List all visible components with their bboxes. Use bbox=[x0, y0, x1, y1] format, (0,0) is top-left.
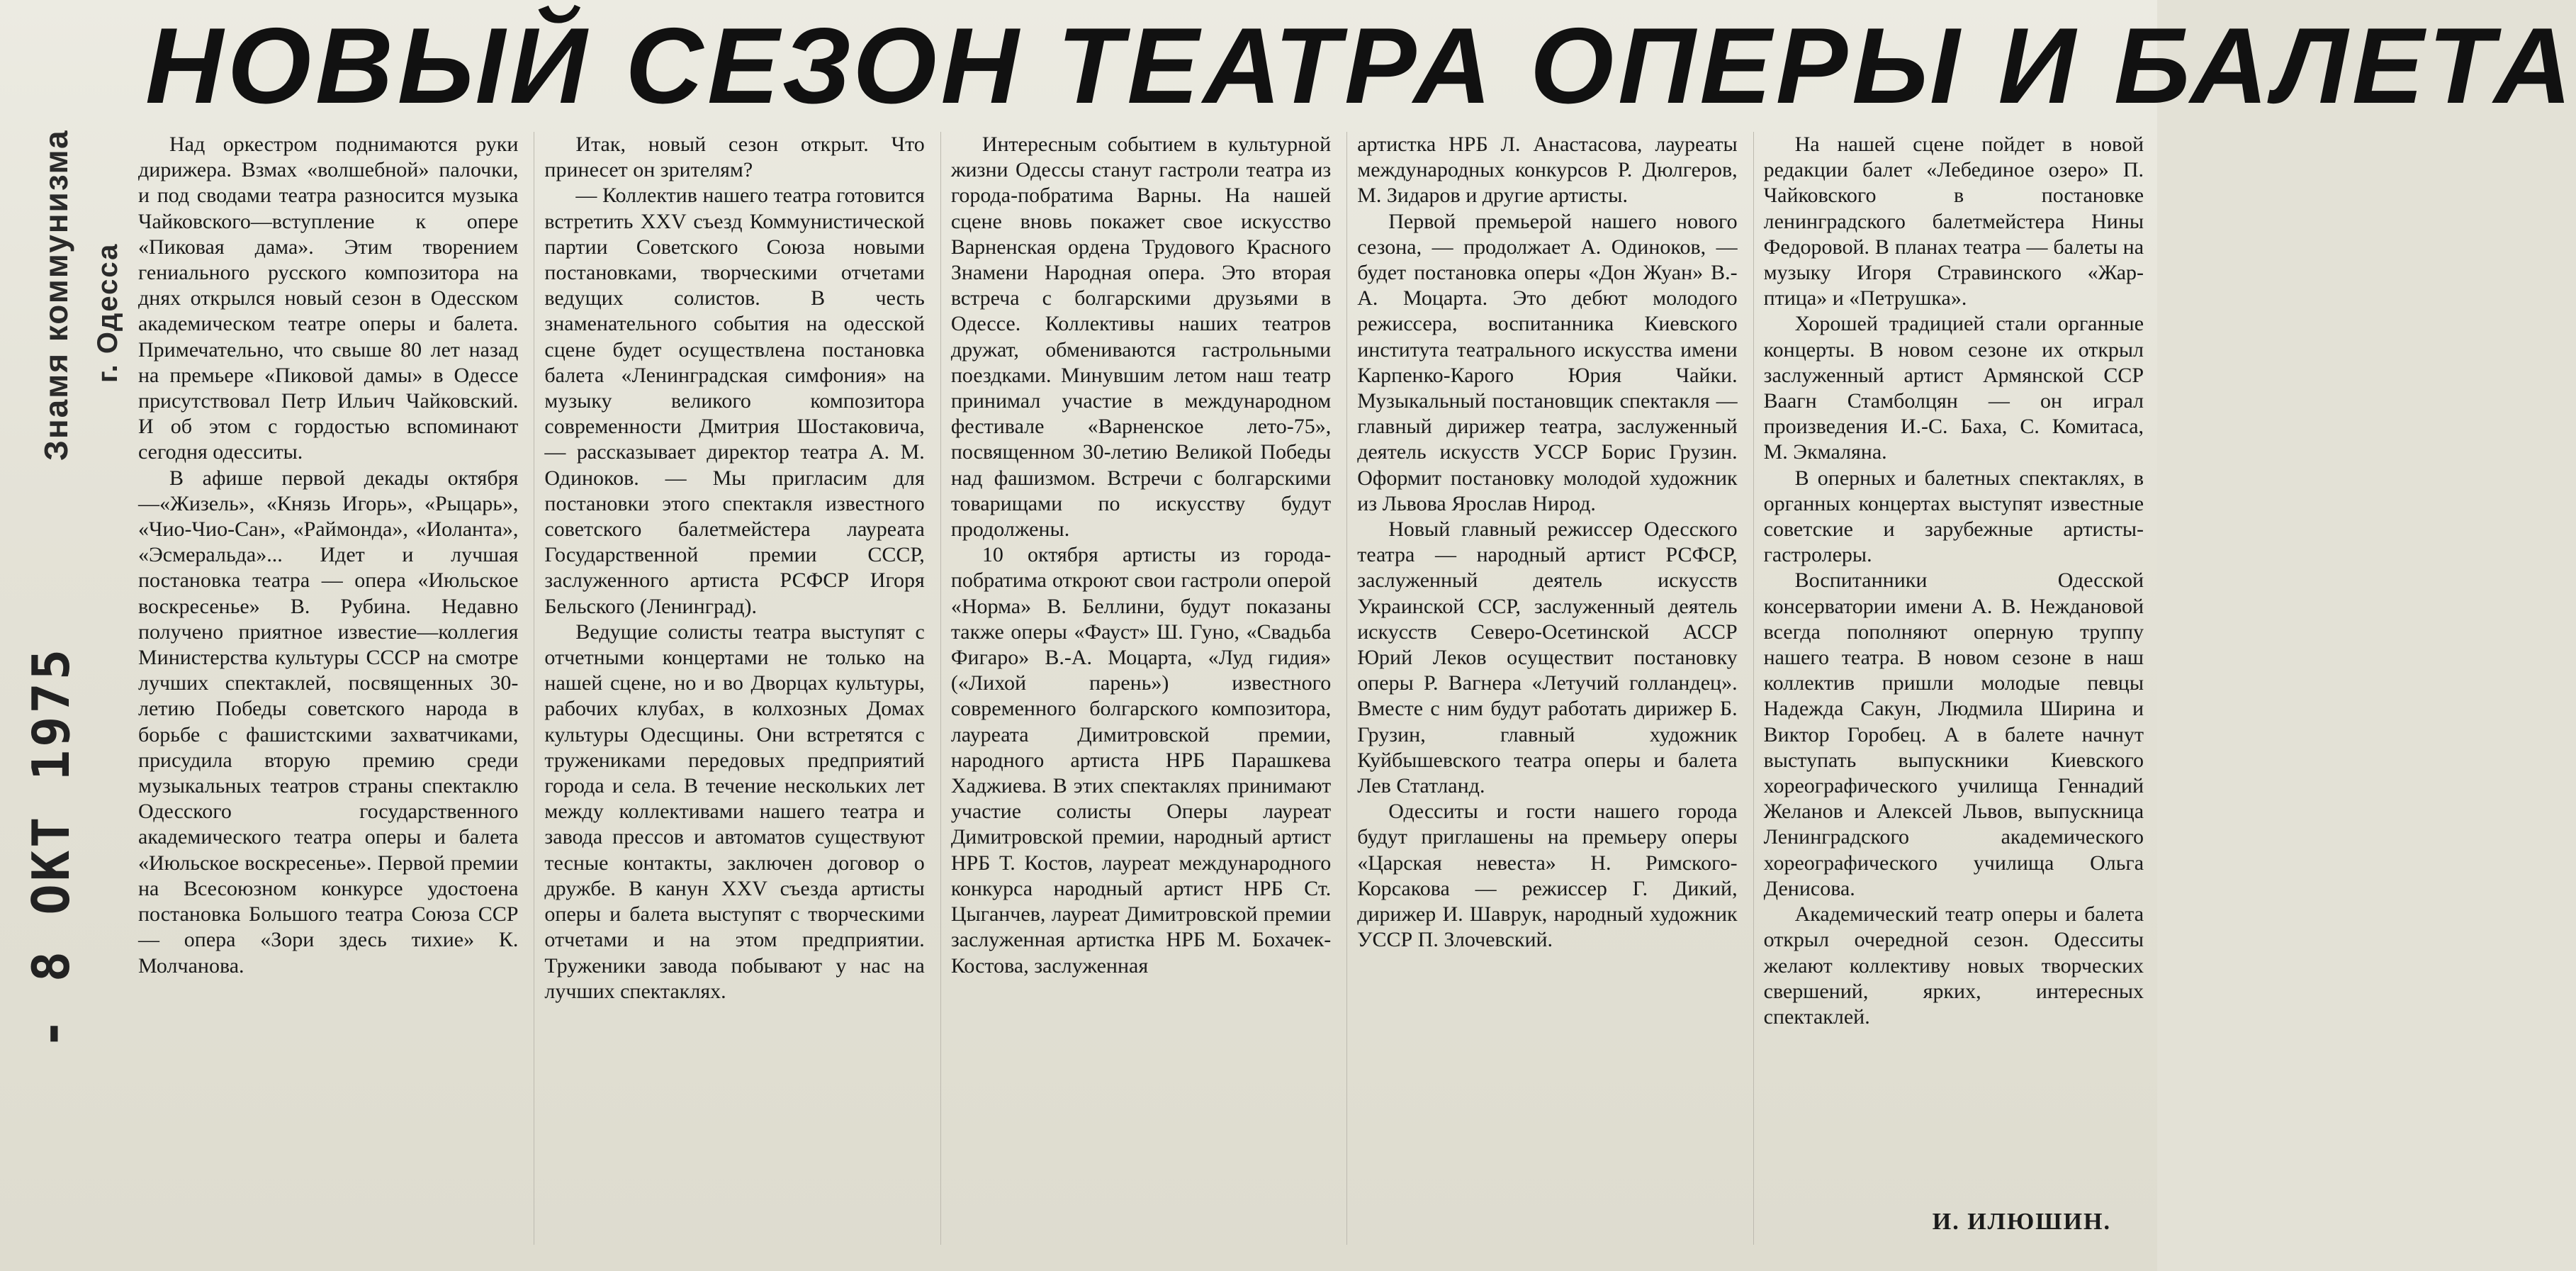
paragraph: Первой премьерой нашего нового сезона, — продолжает А. Одиноков, — будет постановка оперы «Дон Жуан» В.-А. Моцарта. Это дебют молодого режиссера, воспитанника Киевского института театрального искусства имени Карпенко-Карого Юрия Чайки. Музыкальный постановщик спектакля — главный дирижер театра, заслуженный деятель искусств УССР Борис Грузин. Оформит постановку молодой художник из Львова Ярослав Нирод. bbox=[1357, 209, 1738, 515]
article-headline: НОВЫЙ СЕЗОН ТЕАТРА ОПЕРЫ И БАЛЕТА bbox=[145, 6, 2576, 126]
article-column-5 bbox=[1753, 132, 2144, 1245]
publication-name: Знамя коммунизма bbox=[38, 129, 74, 461]
paragraph: Новый главный режиссер Одесского театра — народный артист РСФСР, заслуженный деятель искусств Украинской ССР, заслуженный деятель искусств Северо-Осетинской АССР Юрий Леков осуществит постановку оперы Р. Вагнера «Летучий голландец». Вместе с ним будут работать дирижер Б. Грузин, главный художник Куйбышевского театра оперы и балета Лев Статланд. bbox=[1357, 517, 1738, 798]
article-column-3 bbox=[940, 132, 1331, 1245]
paragraph: артистка НРБ Л. Анастасова, лауреаты международных конкурсов Р. Дюлгеров, М. Зидаров и другие артисты. bbox=[1357, 133, 1738, 208]
article-body bbox=[138, 132, 2144, 1245]
paragraph: Одесситы и гости нашего города будут приглашены на премьеру оперы «Царская невеста» Н. Римского-Корсакова — режиссер Г. Дикий, дирижер И. Шаврук, народный художник УССР П. Злочевский. bbox=[1357, 800, 1738, 952]
paragraph: На нашей сцене пойдет в новой редакции балет «Лебединое озеро» П. Чайковского в постановке ленинградского балетмейстера Нины Федоровой. В планах театра — балеты на музыку Игоря Стравинского «Жар-птица» и «Петрушка». bbox=[1763, 133, 2144, 310]
paragraph: Ведущие солисты театра выступят с отчетными концертами не только на нашей сцене, но и во Дворцах культуры, рабочих клубах, в колхозных Домах культуры Одесщины. Они встретятся с тружениками передовых предприятий города и села. В течение нескольких лет между коллективами нашего театра и завода прессов и автоматов существуют тесные контакты, заключен договор о дружбе. В канун XXV съезда артисты оперы и балета выступят с творческими отчетами и на этом предприятии. Труженики завода побывают у нас на лучших спектаклях. bbox=[544, 620, 925, 1003]
paragraph: Итак, новый сезон открыт. Что принесет он зрителям? bbox=[544, 133, 925, 182]
paragraph: В оперных и балетных спектаклях, в органных концертах выступят известные советские и зарубежные артисты-гастролеры. bbox=[1763, 466, 2144, 567]
paragraph: — Коллектив нашего театра готовится встретить XXV съезд Коммунистической партии Советского Союза новыми постановками, творческими отчетами ведущих солистов. В честь знаменательного события на одесской сцене будет осуществлена постановка балета «Ленинградская симфония» на музыку великого композитора современности Дмитрия Шостаковича, — рассказывает директор театра А. М. Одиноков. — Мы пригласим для постановки этого спектакля известного советского балетмейстера лауреата Государственной премии СССР, заслуженного артиста РСФСР Игоря Бельского (Ленинград). bbox=[544, 184, 925, 618]
paragraph: Воспитанники Одесской консерватории имени А. В. Неждановой всегда пополняют оперную труппу нашего театра. В новом сезоне в наш коллектив пришли молодые певцы Надежда Сакун, Людмила Ширина и Виктор Горобец. А в балете начнут выступать выпускники Киевского хореографического училища Геннадий Желанов и Алексей Львов, выпускница Ленинградского академического хореографического училища Ольга Денисова. bbox=[1763, 569, 2144, 900]
paragraph: Над оркестром поднимаются руки дирижера. Взмах «волшебной» палочки, и под сводами театра разносится музыка Чайковского—вступление к опере «Пиковая дама». Этим творением гениального русского композитора на днях открылся новый сезон в Одесском академическом театре оперы и балета. Примечательно, что свыше 80 лет назад на премьере «Пиковой дамы» в Одессе присутствовал Петр Ильич Чайковский. И об этом с гордостью вспоминают сегодня одесситы. bbox=[138, 133, 519, 464]
article-column-4 bbox=[1346, 132, 1737, 1245]
article-column-1 bbox=[138, 132, 518, 1245]
paragraph: 10 октября артисты из города-побратима откроют свои гастроли оперой «Норма» В. Беллини, будут показаны также оперы «Фауст» Ш. Гуно, «Свадьба Фигаро» В.-А. Моцарта, «Луд гидия» («Лихой парень») известного современного болгарского композитора, лауреата Димитровской премии, народного артиста НРБ Парашкева Хаджиева. В этих спектаклях принимают участие солисты Оперы лауреат Димитровской премии, народный артист НРБ Т. Костов, лауреат международного конкурса народный артист НРБ Ст. Цыганчев, лауреат Димитровской премии заслуженная артистка НРБ М. Бохачек-Костова, заслуженная bbox=[950, 543, 1332, 978]
article-column-2 bbox=[534, 132, 924, 1245]
publication-stamp bbox=[30, 113, 122, 510]
paragraph: Хорошей традицией стали органные концерты. В новом сезоне их открыл заслуженный артист Армянской ССР Ваагн Стамболцян — он играл произведения И.-С. Баха, С. Комитаса, М. Экмаляна. bbox=[1763, 312, 2144, 464]
date-stamp: - 8 ОКТ 1975 bbox=[21, 646, 81, 1049]
paragraph: В афише первой декады октября—«Жизель», «Князь Игорь», «Рыцарь», «Чио-Чио-Сан», «Раймонда», «Иоланта», «Эсмеральда»... Идет и лучшая постановка театра — опера «Июльское воскресенье» В. Рубина. Недавно получено приятное известие—коллегия Министерства культуры СССР на смотре лучших спектаклей, посвященных 30-летию Победы советского народа в борьбе с фашистскими захватчиками, присудила вторую премию среди музыкальных театров страны спектаклю Одесского государственного академического театра оперы и балета «Июльское воскресенье». Первой премии на Всесоюзном конкурсе удостоена постановка Большого театра Союза ССР — опера «Зори здесь тихие» К. Молчанова. bbox=[138, 466, 519, 978]
author-signature: И. ИЛЮШИН. bbox=[1932, 1209, 2111, 1235]
paragraph: Академический театр оперы и балета открыл очередной сезон. Одесситы желают коллективу новых творческих свершений, ярких, интересных спектаклей. bbox=[1763, 902, 2144, 1029]
publication-city: г. Одесса bbox=[92, 242, 123, 383]
paragraph: Интересным событием в культурной жизни Одессы станут гастроли театра из города-побратима Варны. На нашей сцене вновь покажет свое искусство Варненская ордена Трудового Красного Знамени Народная опера. Это вторая встреча с болгарскими друзьями в Одессе. Коллективы наших театров дружат, обмениваются гастрольными поездками. Минувшим летом наш театр принимал участие в международном фестивале «Варненское лето-75», посвященном 30-летию Великой Победы над фашизмом. Встречи с болгарскими товарищами по искусству будут продолжены. bbox=[950, 133, 1332, 542]
